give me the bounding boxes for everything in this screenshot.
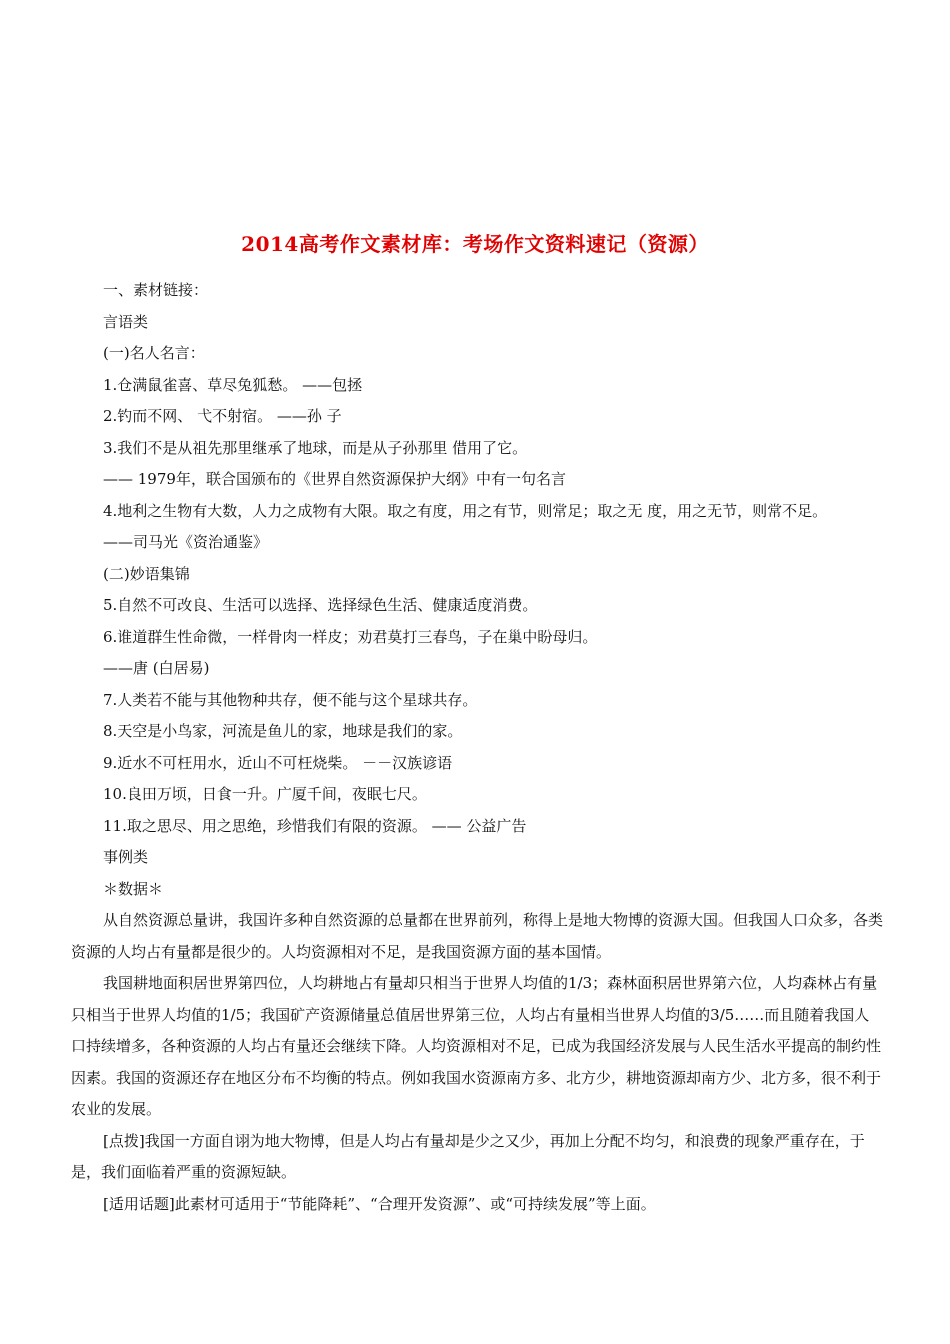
text-line: 3.我们不是从祖先那里继承了地球，而是从子孙那里 借用了它。 [103,438,528,457]
text-line: 2.钓而不网、 弋不射宿。 ——孙 子 [103,407,342,425]
text-line: 事例类 [103,848,149,866]
text-line: 1.仓满鼠雀喜、草尽兔狐愁。 ——包拯 [103,375,363,394]
text-line: 11.取之思尽、用之思绝，珍惜我们有限的资源。 —— 公益广告 [103,816,527,835]
quote-text: 4.地利之生物有大数，人力之成物有大限。取之有度，用之有节，则常足；取之无 度，用之无节，则常不足。 [103,501,828,520]
quote-paragraph [71,496,883,528]
text-line: 9.近水不可枉用水，近山不可枉烧柴。 －－汉族谚语 [103,753,453,772]
text-line: 10.良田万顷，日食一升。广厦千间，夜眠七尺。 [103,785,427,803]
text-line: 6.谁道群生性命微，一样骨肉一样皮；劝君莫打三春鸟，子在巢中盼母归。 [103,627,598,646]
body-paragraph: [点拨]我国一方面自诩为地大物博，但是人均占有量却是少之又少，再加上分配不均匀，和浪费的现象严重存在，于是，我们面临着严重的资源短缺。 [71,1131,865,1181]
text-line: 7.人类若不能与其他物种共存，便不能与这个星球共存。 [103,690,478,709]
text-line: ——司马光《资治通鉴》 [103,533,269,551]
text-line: 言语类 [103,312,149,331]
body-paragraph: 我国耕地面积居世界第四位，人均耕地占有量却只相当于世界人均值的1/3；森林面积居世界第六位，人均森林占有量只相当于世界人均值的1/5；我国矿产资源储量总值居世界第三位，人均占有量相当世界人均值的3/5……而且随着我国人口持续增多，各种资源的人均占有量还会继续下降。人均资源相对不足，已成为我国经济发展与人民生活水平提高的制约性因素。我国的资源还存在地区分布不均衡的特点。例如我国水资源南方多、北方少，耕地资源却南方少、北方多，很不利于农业的发展。 [71,974,882,1118]
document-title: 2014高考作文素材库：考场作文资料速记（资源） [241,232,709,256]
body-paragraph: [适用话题]此素材可适用于“节能降耗”、“合理开发资源”、或“可持续发展”等上面。 [103,1194,656,1213]
text-line: 8.天空是小鸟家，河流是鱼儿的家，地球是我们的家。 [103,722,463,740]
document-body [71,275,884,1220]
text-line: —— 1979年，联合国颁布的《世界自然资源保护大纲》中有一句名言 [103,470,566,488]
text-line: (二)妙语集锦 [103,564,190,583]
body-paragraph: 从自然资源总量讲，我国许多种自然资源的总量都在世界前列，称得上是地大物博的资源大国。但我国人口众多，各类资源的人均占有量都是很少的。人均资源相对不足，是我国资源方面的基本国情。 [71,911,884,961]
text-line: 5.自然不可改良、生活可以选择、选择绿色生活、健康适度消费。 [103,596,538,614]
text-line: (一)名人名言： [103,344,205,362]
text-line: 一、素材链接： [103,281,209,299]
text-line: ——唐 (白居易) [103,659,210,677]
text-line: ＊数据＊ [103,879,164,898]
